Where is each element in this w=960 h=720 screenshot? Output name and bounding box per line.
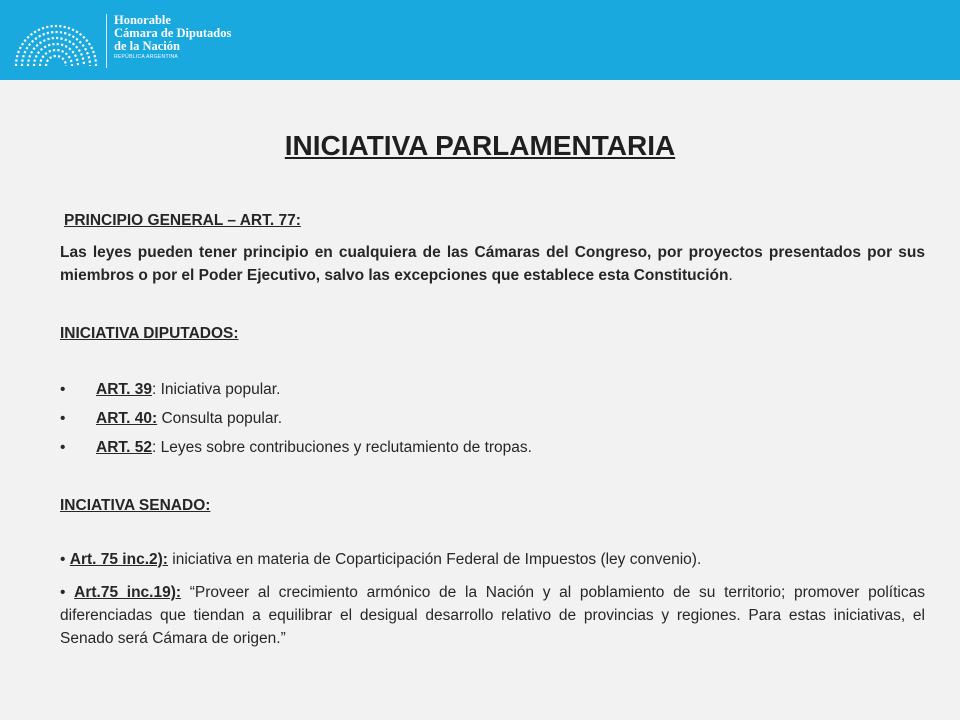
logo-divider <box>106 14 107 68</box>
list-item <box>60 548 925 571</box>
senado-heading: INCIATIVA SENADO: <box>60 497 211 514</box>
header-bar <box>0 0 960 80</box>
article-desc: iniciativa en materia de Coparticipación Federal de Impuestos (ley convenio). <box>167 551 702 568</box>
congress-emblem-icon <box>12 10 100 70</box>
article-desc: Leyes sobre contribuciones y reclutamiento de tropas. <box>156 439 532 456</box>
page-title: INICIATIVA PARLAMENTARIA <box>284 130 676 161</box>
logo-line-3: de la Nación <box>114 39 180 53</box>
article-desc: Consulta popular. <box>157 410 283 427</box>
article-ref: ART. 40: <box>96 410 158 427</box>
diputados-heading: INICIATIVA DIPUTADOS: <box>60 325 239 342</box>
article-ref: ART. 52 <box>96 439 152 456</box>
article-desc: “Proveer al crecimiento armónico de la Nación y al poblamiento de su territorio; promover políticas diferenciadas que tiendan a equilibrar el desigual desarrollo relativo de provincias y regiones. Para estas iniciativas, el Senado será Cámara de origen.” <box>60 584 925 647</box>
logo-line-2: Cámara de Diputados <box>114 26 232 40</box>
article-sep: : <box>152 439 157 456</box>
principio-heading: PRINCIPIO GENERAL – ART. 77: <box>64 212 301 229</box>
bullet: • <box>60 439 66 456</box>
bullet: • <box>60 584 66 601</box>
principio-body: Las leyes pueden tener principio en cualquiera de las Cámaras del Congreso, por proyectos presentados por sus miembros o por el Poder Ejecutivo, salvo las excepciones que establece esta Constitución <box>60 244 925 284</box>
article-ref: Art. 75 inc.2): <box>69 551 168 568</box>
principio-end: . <box>728 267 733 284</box>
article-ref: ART. 39 <box>96 381 152 398</box>
article-desc: Iniciativa popular. <box>156 381 281 398</box>
article-ref: Art.75 inc.19): <box>74 584 182 601</box>
bullet: • <box>60 381 66 398</box>
bullet: • <box>60 551 66 568</box>
logo-line-1: Honorable <box>114 13 171 27</box>
logo-text <box>114 14 231 61</box>
logo-subtitle: REPÚBLICA ARGENTINA <box>114 54 179 60</box>
principio-text <box>60 241 925 287</box>
list-item <box>60 581 925 650</box>
article-sep: : <box>152 381 157 398</box>
bullet: • <box>60 410 66 427</box>
